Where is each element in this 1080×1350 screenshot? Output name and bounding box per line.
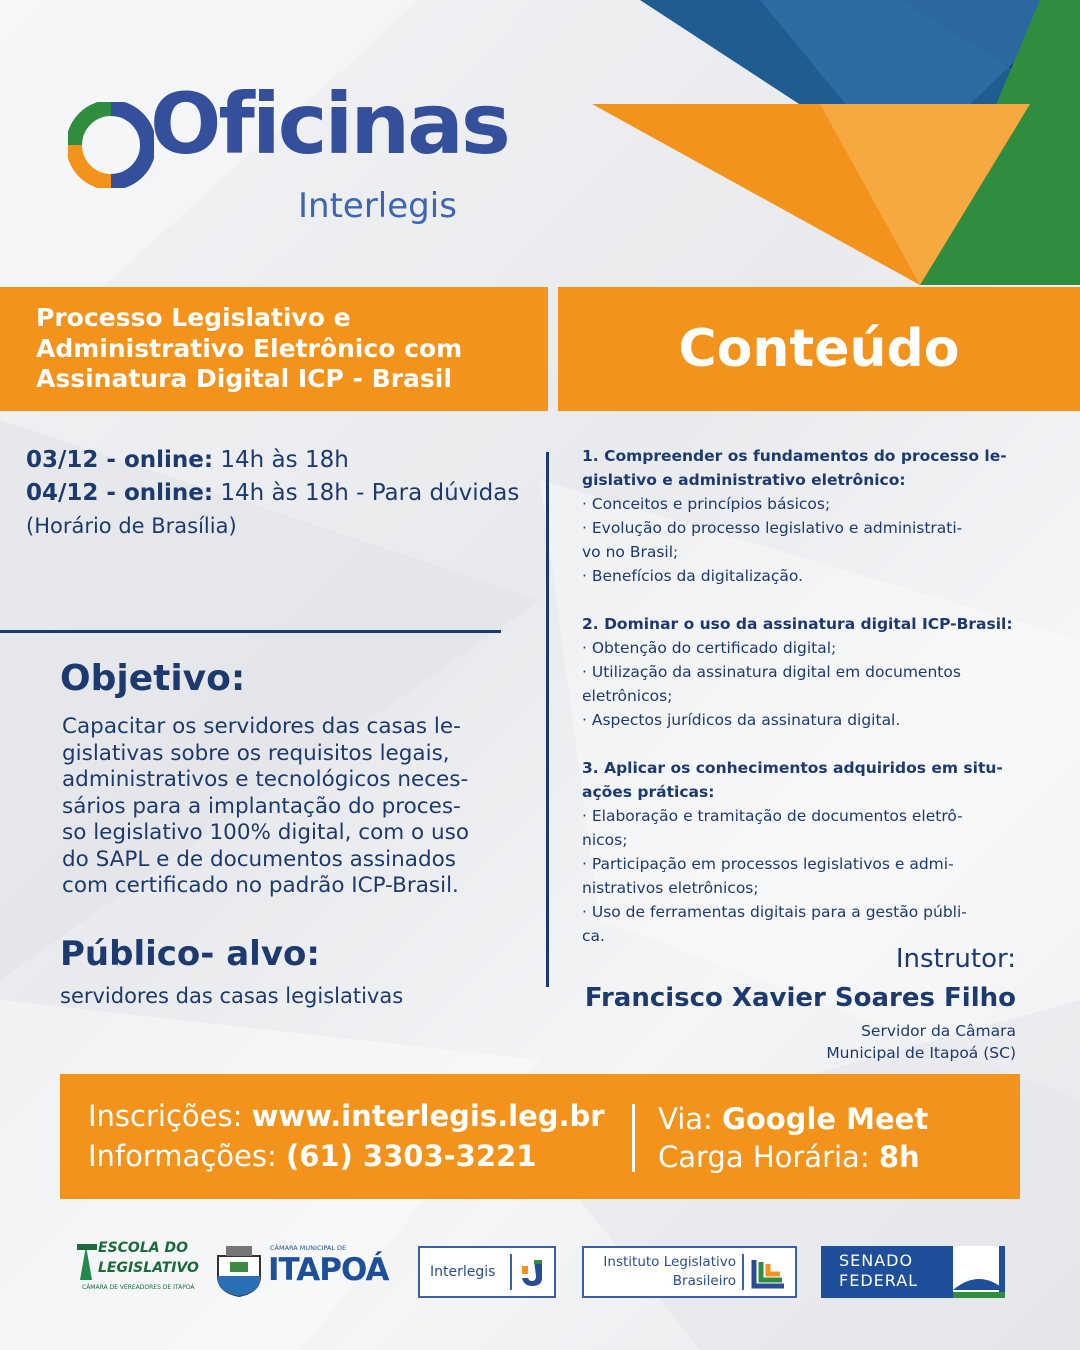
info-contacts bbox=[88, 1096, 605, 1176]
logo-subtitle: Interlegis bbox=[298, 186, 457, 226]
oficinas-logo bbox=[68, 75, 508, 242]
senado-federal-logo: SENADO FEDERAL bbox=[821, 1246, 1005, 1298]
logo-o-icon bbox=[68, 102, 154, 188]
content-heading-bar bbox=[558, 287, 1080, 411]
ilb-mark-icon bbox=[744, 1252, 794, 1292]
quill-icon bbox=[76, 1242, 98, 1282]
schedule-timezone: (Horário de Brasília) bbox=[26, 514, 237, 538]
ilb-logo: Instituto Legislativo Brasileiro bbox=[582, 1246, 797, 1298]
info-details bbox=[658, 1100, 928, 1176]
via-line: Via: Google Meet bbox=[658, 1102, 929, 1136]
interlegis-mark-icon bbox=[512, 1252, 552, 1292]
coat-of-arms-icon bbox=[212, 1242, 266, 1298]
content-section-1: 1. Compreender os fundamentos do processo le- gislativo e administrativo eletrônico: · Conceitos e princípios básicos; · Evolução do processo legislativo e administrati- vo no Brasil; · Benefícios da digitalização. bbox=[582, 447, 1007, 585]
course-title: Processo Legislativo e Administrativo Eletrônico com Assinatura Digital ICP - Brasil bbox=[36, 303, 463, 394]
objective-heading: Objetivo: bbox=[60, 658, 246, 699]
objective-text: Capacitar os servidores das casas le- gislativas sobre os requisitos legais, administrativos e tecnológicos neces- sários para a implantação do proces- so legislativo 100% digital, com o uso do SAPL e de documentos assinados com certificado no padrão ICP-Brasil. bbox=[62, 714, 469, 898]
divider-vertical bbox=[546, 452, 549, 987]
itapoa-logo: CÂMARA MUNICIPAL DE ITAPOÁ bbox=[212, 1238, 382, 1300]
escola-legislativo-logo: ESCOLA DO LEGISLATIVO CÂMARA DE VEREADORES DE ITAPOÁ bbox=[76, 1238, 188, 1300]
content-section-3: 3. Aplicar os conhecimentos adquiridos em situ- ações práticas: · Elaboração e tramitação de documentos eletrô- nicos; · Participação em processos legislativos e admi- nistrativos eletrônicos; · Uso de ferramentas digitais para a gestão públi- ca. bbox=[582, 759, 1003, 945]
schedule-line-1: 03/12 - online: 14h às 18h bbox=[26, 447, 349, 473]
interlegis-logo: Interlegis bbox=[418, 1246, 556, 1298]
audience-text: servidores das casas legislativas bbox=[60, 984, 404, 1008]
phone-line: Informações: (61) 3303-3221 bbox=[88, 1139, 537, 1173]
registration-link[interactable]: www.interlegis.leg.br bbox=[251, 1099, 605, 1133]
course-title-bar bbox=[0, 287, 548, 411]
logo-title: Oficinas bbox=[150, 75, 508, 173]
schedule bbox=[26, 444, 546, 543]
schedule-line-2: 04/12 - online: 14h às 18h - Para dúvidas bbox=[26, 480, 520, 506]
hours-line: Carga Horária: 8h bbox=[658, 1140, 920, 1174]
audience-heading: Público- alvo: bbox=[60, 934, 320, 974]
content-list bbox=[582, 444, 1032, 948]
content-section-2: 2. Dominar o uso da assinatura digital ICP-Brasil: · Obtenção do certificado digital; · Utilização da assinatura digital em documentos eletrônicos; · Aspectos jurídicos da assinatura digital. bbox=[582, 615, 1013, 729]
registration-line: Inscrições: www.interlegis.leg.br bbox=[88, 1099, 605, 1133]
instructor-label: Instrutor: bbox=[895, 944, 1016, 974]
info-divider bbox=[632, 1104, 635, 1172]
senado-mark-icon bbox=[953, 1246, 1005, 1298]
divider-horizontal bbox=[0, 630, 501, 633]
content-heading: Conteúdo bbox=[678, 319, 960, 379]
phone-number: (61) 3303-3221 bbox=[285, 1139, 537, 1173]
instructor-role: Servidor da Câmara Municipal de Itapoá (SC) bbox=[826, 1022, 1016, 1062]
instructor-name: Francisco Xavier Soares Filho bbox=[584, 983, 1016, 1013]
info-bar bbox=[60, 1074, 1020, 1199]
